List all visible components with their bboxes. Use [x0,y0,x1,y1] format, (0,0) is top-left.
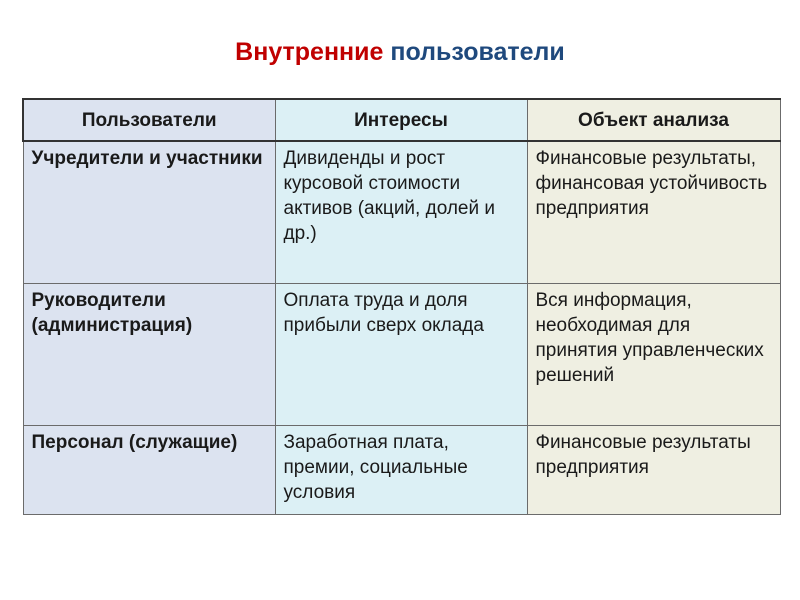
header-users: Пользователи [23,99,275,141]
internal-users-table [22,98,781,515]
cell-interests: Оплата труда и доля прибыли сверх оклада [275,283,527,425]
header-interests: Интересы [275,99,527,141]
slide-title [0,36,800,68]
table-row [23,283,780,425]
cell-interests: Заработная плата, премии, социальные условия [275,425,527,514]
table-row [23,425,780,514]
cell-interests: Дивиденды и рост курсовой стоимости активов (акций, долей и др.) [275,141,527,283]
cell-analysis-object: Вся информация, необходимая для принятия управленческих решений [527,283,780,425]
cell-analysis-object: Финансовые результаты, финансовая устойчивость предприятия [527,141,780,283]
table-body [23,141,780,514]
cell-user: Персонал (служащие) [23,425,275,514]
cell-analysis-object: Финансовые результаты предприятия [527,425,780,514]
cell-user: Руководители (администрация) [23,283,275,425]
header-row [23,99,780,141]
header-analysis-object: Объект анализа [527,99,780,141]
cell-user: Учредители и участники [23,141,275,283]
table-header [23,99,780,141]
table-row [23,141,780,283]
title-word-internal: Внутренние [235,38,384,66]
title-word-users: пользователи [390,38,565,66]
